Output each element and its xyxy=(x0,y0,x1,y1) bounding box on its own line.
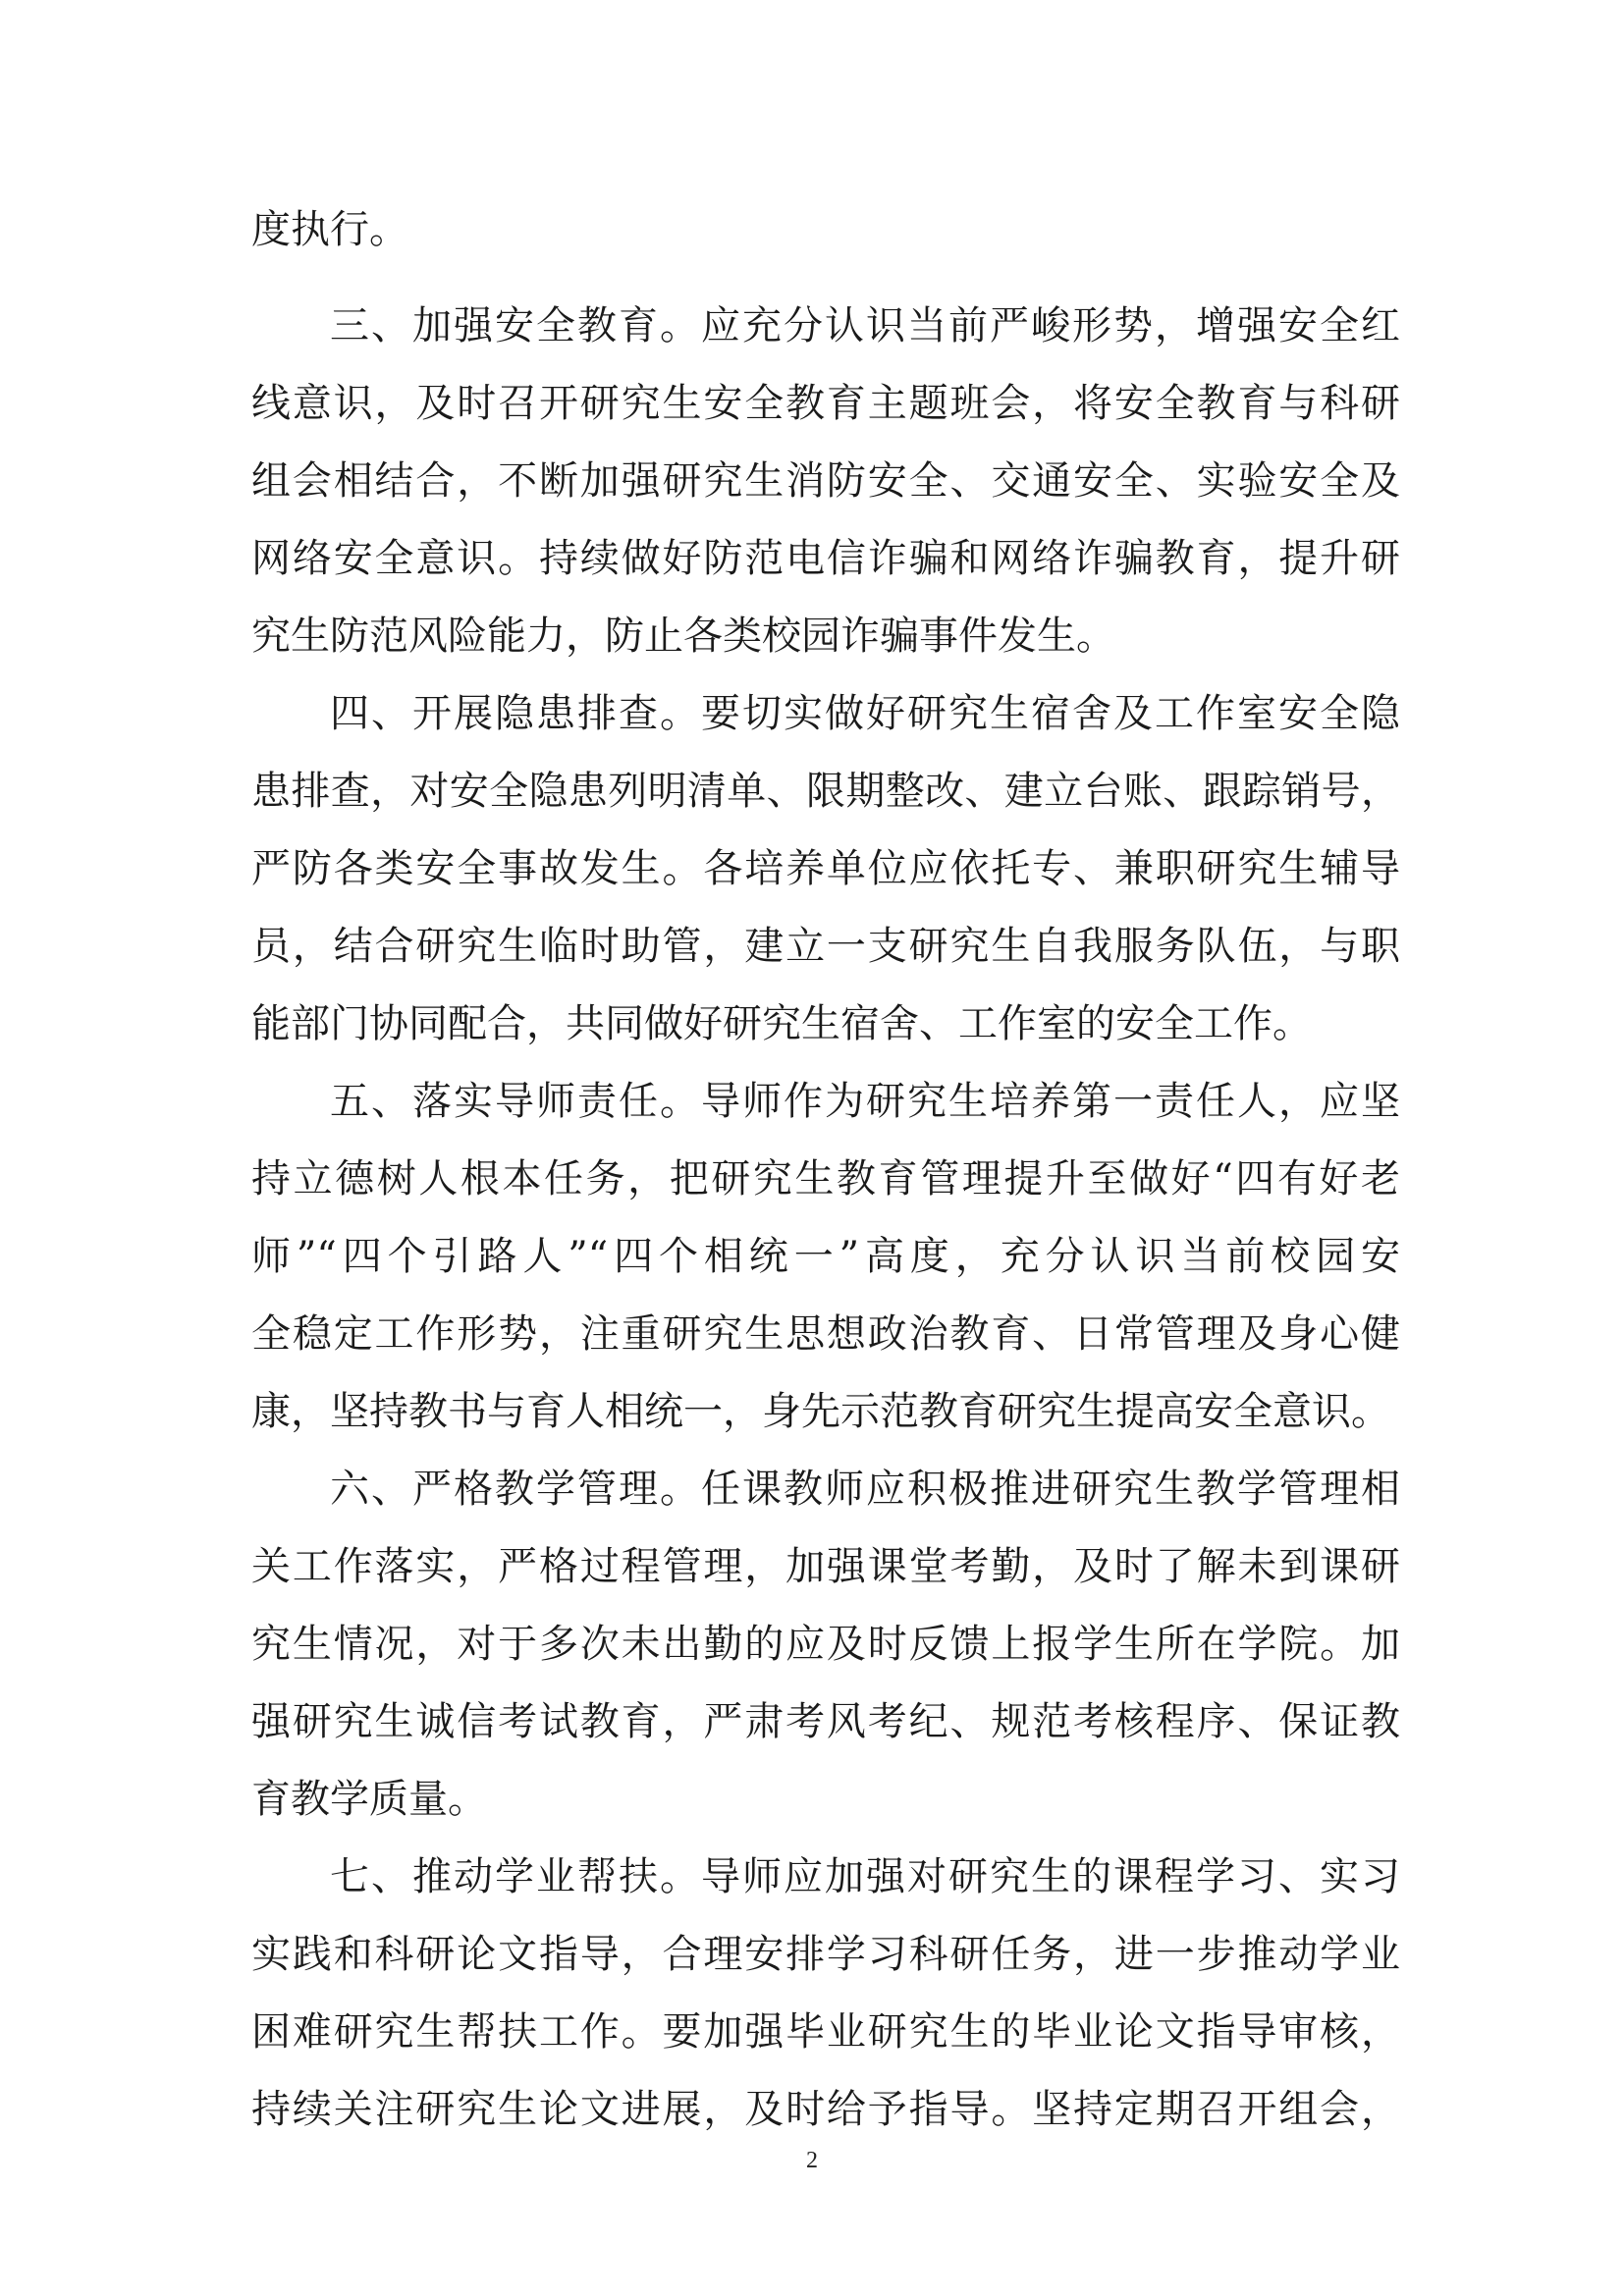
text-line: 困难研究生帮扶工作。要加强毕业研究生的毕业论文指导审核， xyxy=(251,2009,1400,2055)
text-line: 持续关注研究生论文进展，及时给予指导。坚持定期召开组会， xyxy=(251,2087,1400,2132)
text-line: 员，结合研究生临时助管，建立一支研究生自我服务队伍，与职 xyxy=(251,924,1400,969)
text-line: 关工作落实，严格过程管理，加强课堂考勤，及时了解未到课研 xyxy=(251,1544,1400,1589)
text-line: 康，坚持教书与育人相统一，身先示范教育研究生提高安全意识。 xyxy=(251,1389,1390,1434)
text-line: 严防各类安全事故发生。各培养单位应依托专、兼职研究生辅导 xyxy=(251,846,1400,891)
text-line: 全稳定工作形势，注重研究生思想政治教育、日常管理及身心健 xyxy=(251,1311,1400,1357)
text-line: 线意识，及时召开研究生安全教育主题班会，将安全教育与科研 xyxy=(251,381,1400,426)
text-line: 究生防范风险能力，防止各类校园诈骗事件发生。 xyxy=(251,614,1115,659)
text-line: 育教学质量。 xyxy=(251,1777,487,1822)
text-line: 持立德树人根本任务，把研究生教育管理提升至做好“四有好老 xyxy=(251,1156,1400,1201)
text-line: 究生情况，对于多次未出勤的应及时反馈上报学生所在学院。加 xyxy=(251,1622,1400,1667)
text-line: 网络安全意识。持续做好防范电信诈骗和网络诈骗教育，提升研 xyxy=(251,536,1400,581)
section-4-heading-line: 四、开展隐患排查。要切实做好研究生宿舍及工作室安全隐 xyxy=(330,691,1400,736)
text-line: 患排查，对安全隐患列明清单、限期整改、建立台账、跟踪销号， xyxy=(251,769,1400,814)
page-number: 2 xyxy=(806,2148,818,2173)
text-line: 实践和科研论文指导，合理安排学习科研任务，进一步推动学业 xyxy=(251,1932,1400,1977)
text-line: 师”“四个引路人”“四个相统一”高度，充分认识当前校园安 xyxy=(251,1234,1400,1279)
section-6-heading-line: 六、严格教学管理。任课教师应积极推进研究生教学管理相 xyxy=(330,1467,1400,1512)
section-3-heading-line: 三、加强安全教育。应充分认识当前严峻形势，增强安全红 xyxy=(330,303,1400,348)
text-line: 能部门协同配合，共同做好研究生宿舍、工作室的安全工作。 xyxy=(251,1001,1312,1046)
text-line: 强研究生诚信考试教育，严肃考风考纪、规范考核程序、保证教 xyxy=(251,1699,1400,1744)
text-line: 组会相结合，不断加强研究生消防安全、交通安全、实验安全及 xyxy=(251,458,1400,504)
text-line: 度执行。 xyxy=(251,207,408,252)
section-7-heading-line: 七、推动学业帮扶。导师应加强对研究生的课程学习、实习 xyxy=(330,1854,1400,1899)
section-5-heading-line: 五、落实导师责任。导师作为研究生培养第一责任人，应坚 xyxy=(330,1079,1400,1124)
